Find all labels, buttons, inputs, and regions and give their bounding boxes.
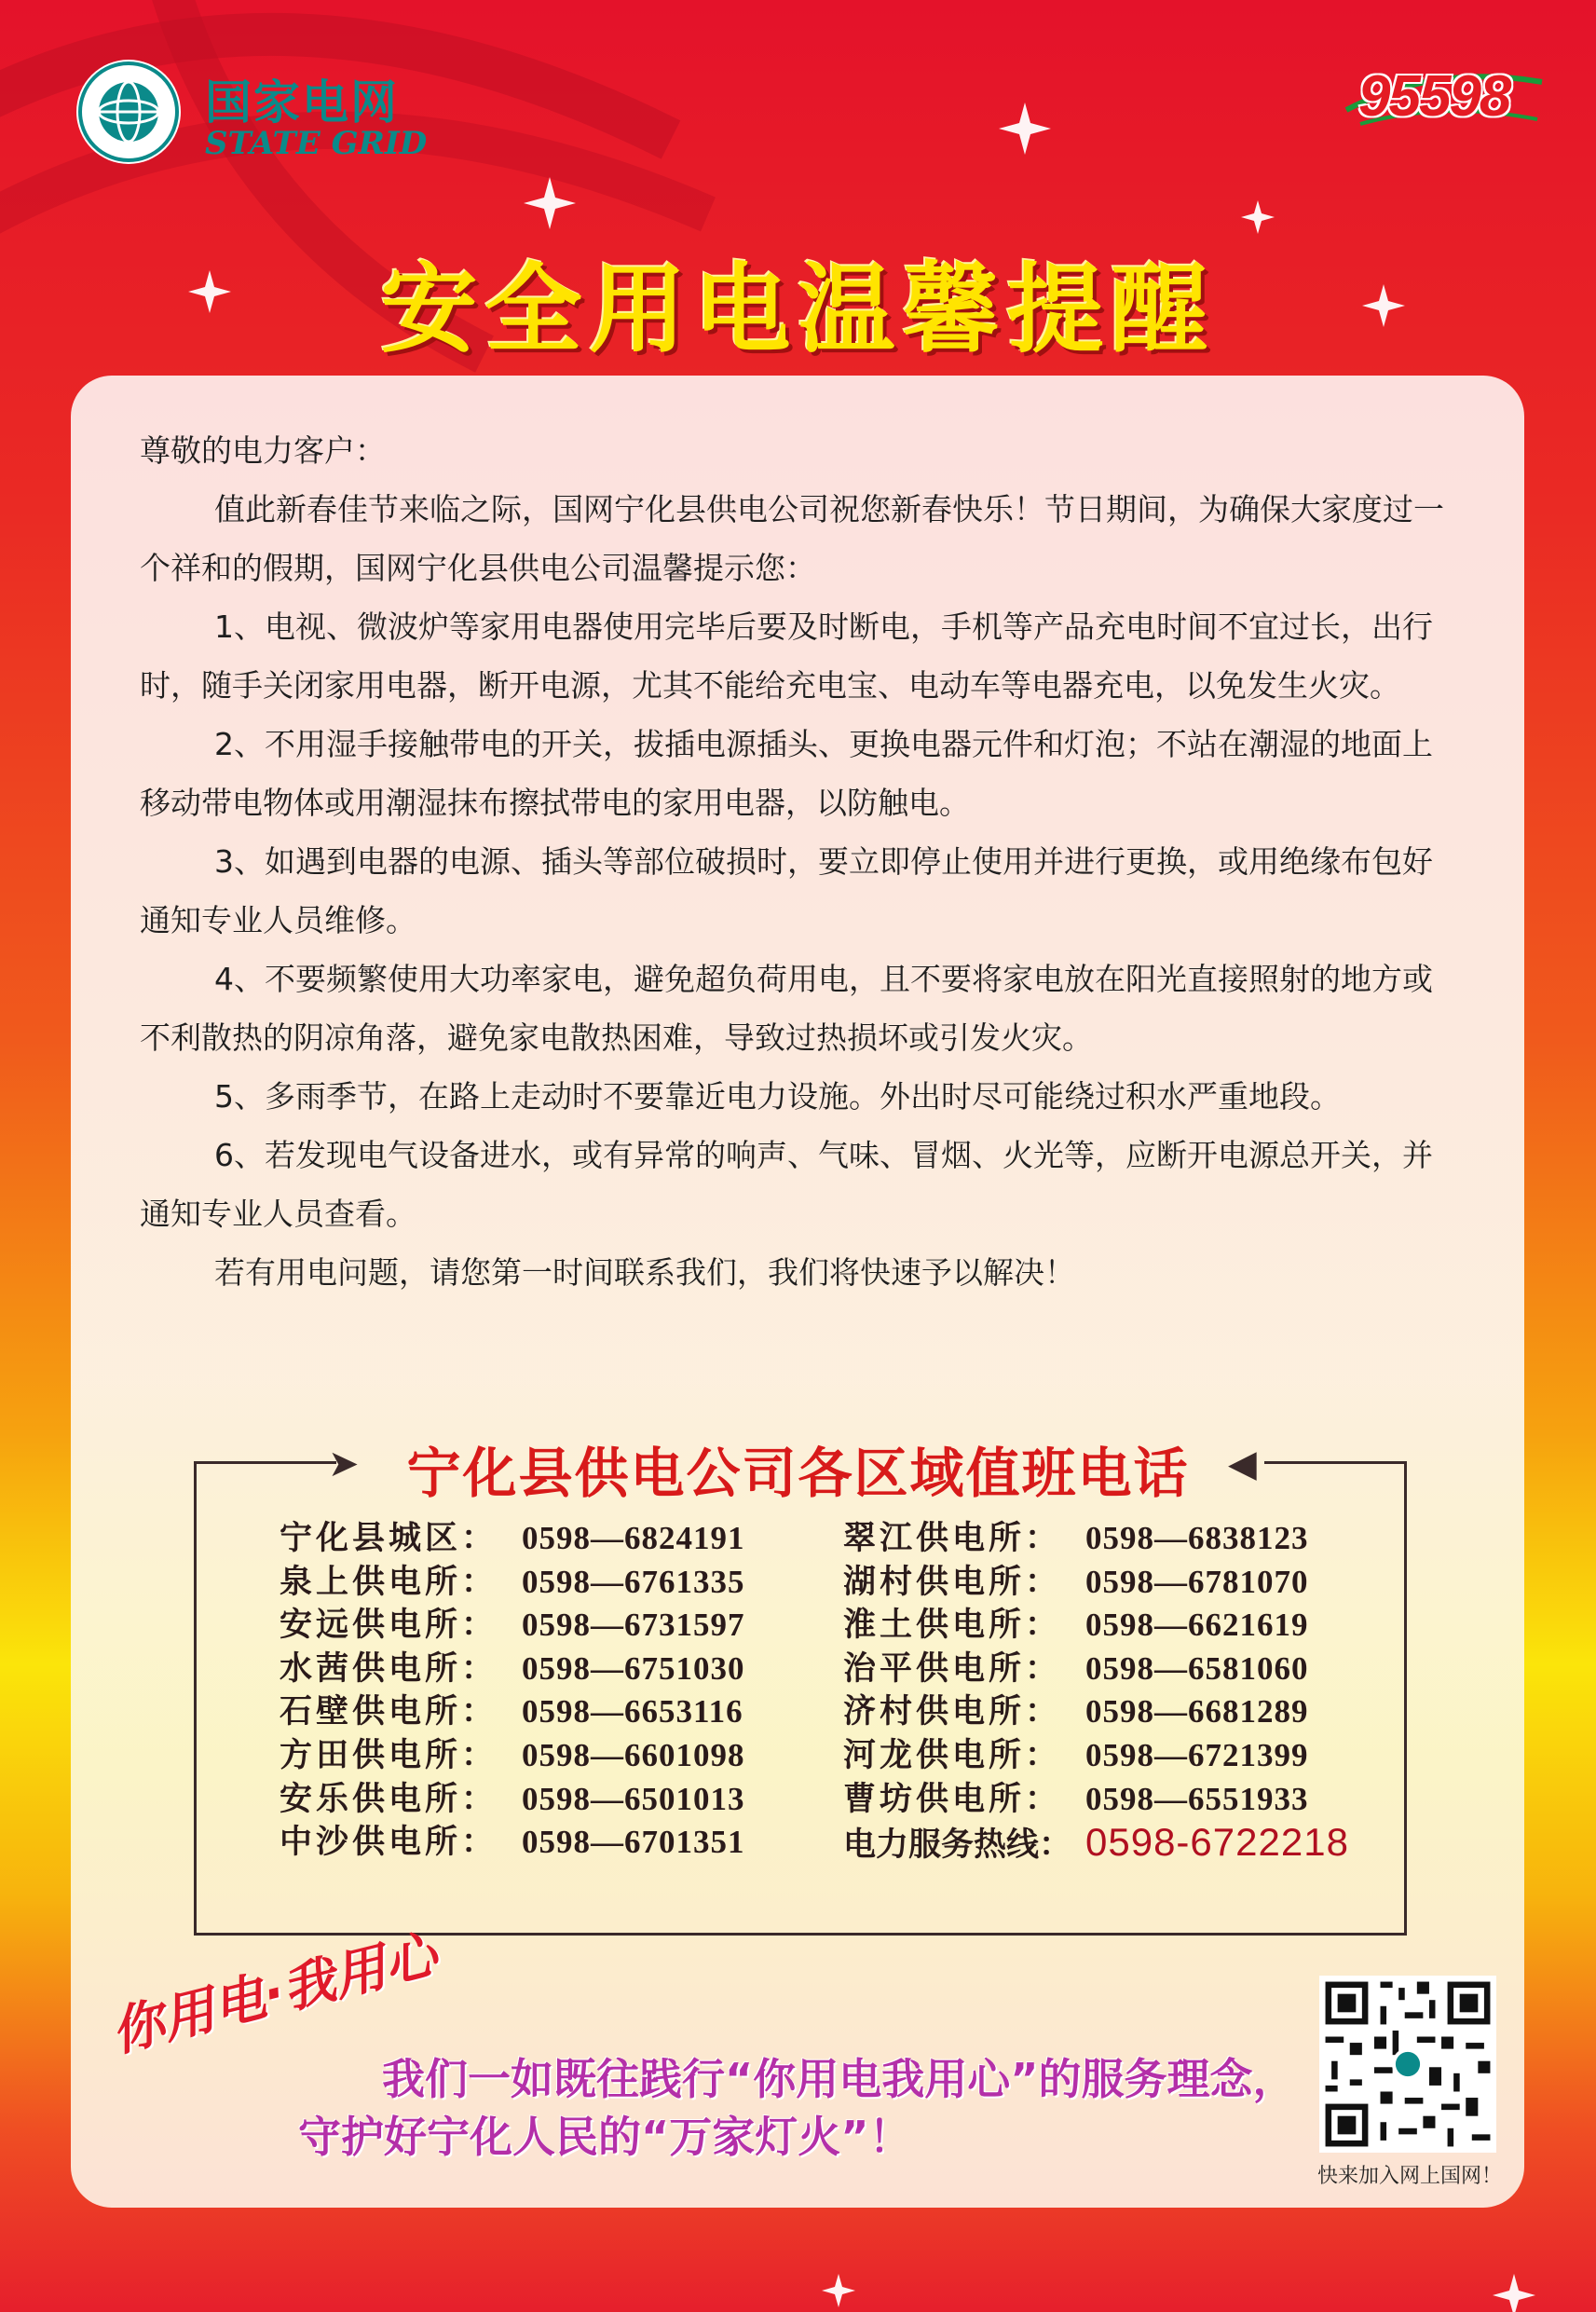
station-name: 河龙供电所： [843,1735,1062,1774]
safety-tip-4: 4、不要频繁使用大功率家电，避免超负荷用电，且不要将家电放在阳光直接照射的地方或不利散热的阴凉角落，避免家电散热困难，导致过热损坏或引发火灾。 [140,961,1433,1056]
handwritten-slogan: 你用电·我用心 [104,1924,443,2064]
station-name: 湖村供电所： [843,1562,1062,1601]
globe-icon [75,58,186,170]
safety-tip-3: 3、如遇到电器的电源、插头等部位破损时，要立即停止使用并进行更换，或用绝缘布包好通知专业人员维修。 [140,843,1433,938]
service-hotline-label: 电力服务热线： [843,1826,1072,1865]
logo-english-name: STATE GRID [205,125,428,162]
station-name: 宁化县城区： [280,1519,498,1557]
station-name: 泉上供电所： [280,1562,498,1601]
phone-row [280,1517,745,1561]
phone-number[interactable]: 0598—6621619 [1085,1607,1309,1644]
safety-tip-5: 5、多雨季节，在路上走动时不要靠近电力设施。外出时尽可能绕过积水严重地段。 [214,1078,1341,1115]
letter-body [140,421,1463,1302]
station-name: 翠江供电所： [843,1519,1062,1557]
phone-number[interactable]: 0598—6761335 [522,1563,745,1600]
phone-number[interactable]: 0598—6781070 [1085,1563,1309,1600]
phone-row [280,1690,745,1734]
service-slogan [298,2050,1296,2166]
qr-code[interactable] [1319,1976,1496,2153]
phone-row [843,1648,1349,1691]
station-name: 水茜供电所： [280,1648,498,1688]
greeting: 尊敬的电力客户： [140,432,386,469]
slogan-line-2: 守护好宁化人民的“万家灯火”！ [298,2112,912,2162]
station-name: 淮土供电所： [843,1606,1062,1645]
phone-list-right [843,1517,1349,1865]
arrow-right-icon: ➤ [328,1443,360,1485]
station-name: 安乐供电所： [280,1779,498,1818]
phone-row [280,1778,745,1822]
phone-row [843,1517,1349,1561]
phone-directory-title: 宁化县供电公司各区域值班电话 [406,1442,1190,1505]
phone-number[interactable]: 0598—6824191 [522,1520,745,1556]
phone-number[interactable]: 0598—6653116 [522,1693,743,1731]
station-name: 曹坊供电所： [843,1779,1062,1818]
phone-number[interactable]: 0598—6701351 [522,1824,745,1861]
phone-row [280,1648,745,1691]
intro-paragraph: 值此新春佳节来临之际，国网宁化县供电公司祝您新春快乐！节日期间，为确保大家度过一个祥和的假期，国网宁化县供电公司温馨提示您： [140,491,1444,586]
phone-row [280,1561,745,1605]
phone-row [843,1734,1349,1778]
station-name: 石壁供电所： [280,1692,498,1731]
station-name: 安远供电所： [280,1606,498,1645]
phone-row [280,1821,745,1865]
station-name: 济村供电所： [843,1692,1062,1731]
qr-caption: 快来加入网上国网！ [1317,2165,1503,2188]
station-name: 治平供电所： [843,1648,1062,1688]
phone-row [843,1690,1349,1734]
phone-number[interactable]: 0598—6731597 [522,1607,745,1644]
phone-number[interactable]: 0598—6581060 [1085,1649,1309,1687]
safety-tip-1: 1、电视、微波炉等家用电器使用完毕后要及时断电，手机等产品充电时间不宜过长，出行时，随手关闭家用电器，断开电源，尤其不能给充电宝、电动车等电器充电，以免发生火灾。 [140,609,1433,704]
phone-row [843,1561,1349,1605]
logo-chinese-name: 国家电网 [205,75,399,130]
phone-row [843,1604,1349,1648]
phone-number[interactable]: 0598—6681289 [1085,1693,1309,1731]
service-hotline-number[interactable]: 0598-6722218 [1085,1820,1349,1865]
phone-number[interactable]: 0598—6721399 [1085,1736,1309,1773]
station-name: 方田供电所： [280,1735,498,1774]
arrow-left-icon: ◀ [1228,1443,1257,1485]
hotline-95598-logo [1342,54,1547,129]
phone-number[interactable]: 0598—6501013 [522,1780,745,1817]
safety-tip-6: 6、若发现电气设备进水，或有异常的响声、气味、冒烟、火光等，应断开电源总开关，并通知专业人员查看。 [140,1137,1433,1232]
closing-paragraph: 若有用电问题，请您第一时间联系我们，我们将快速予以解决！ [214,1254,1075,1291]
phone-row [843,1778,1349,1822]
page-title: 安全用电温馨提醒 [380,253,1216,366]
slogan-line-1: 我们一如既往践行“你用电我用心”的服务理念， [382,2054,1296,2104]
phone-number[interactable]: 0598—6601098 [522,1736,745,1773]
hotline-number: 95598 [1358,64,1510,129]
safety-tip-2: 2、不用湿手接触带电的开关，拔插电源插头、更换电器元件和灯泡；不站在潮湿的地面上移动带电物体或用潮湿抹布擦拭带电的家用电器，以防触电。 [140,726,1433,821]
phone-row [280,1604,745,1648]
phone-number[interactable]: 0598—6751030 [522,1649,745,1687]
station-name: 中沙供电所： [280,1823,498,1862]
phone-list-left [280,1517,745,1865]
state-grid-logo [75,58,429,170]
service-hotline-row [843,1821,1349,1865]
phone-row [280,1734,745,1778]
phone-number[interactable]: 0598—6551933 [1085,1780,1309,1817]
phone-number[interactable]: 0598—6838123 [1085,1520,1309,1556]
